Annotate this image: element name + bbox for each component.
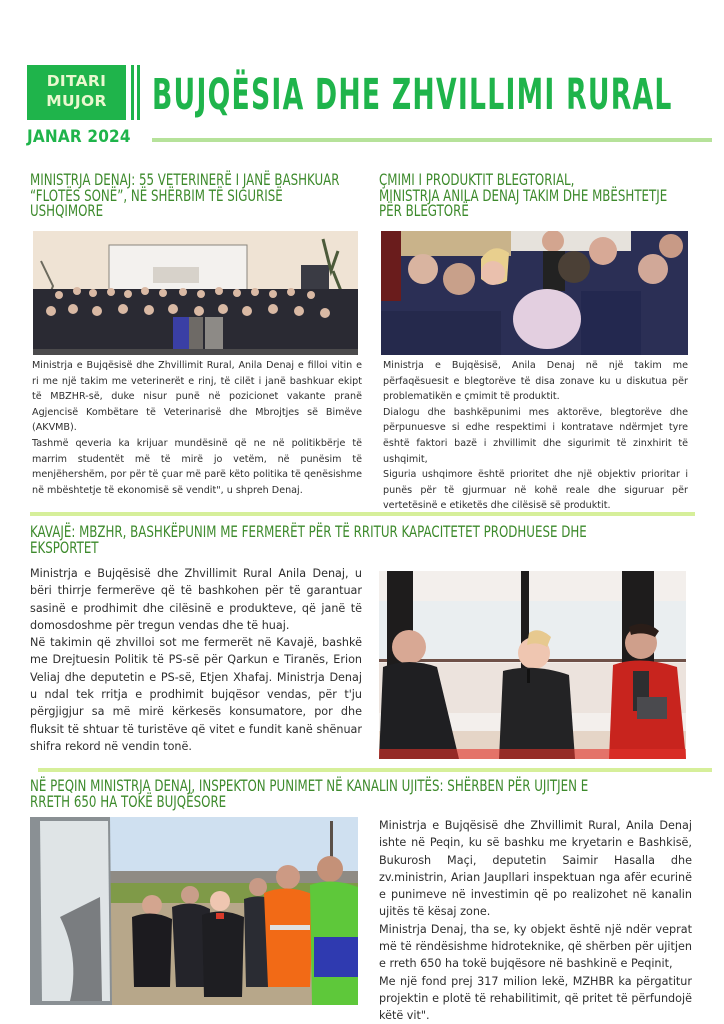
headline-line: RRETH 650 HA TOKË BUJQËSORE bbox=[30, 791, 227, 811]
article-4-photo bbox=[30, 817, 358, 1005]
article-1-headline[interactable] bbox=[30, 172, 339, 219]
headline-line: MINISTRJA ANILA DENAJ TAKIM DHE MBËSHTETJE bbox=[379, 185, 668, 205]
masthead-bar bbox=[137, 65, 140, 120]
headline-line: KAVAJË: MBZHR, BASHKËPUNIM ME FERMERËT PËR TË RRITUR KAPACITETET PRODHUESE DHE bbox=[30, 522, 587, 541]
section-divider bbox=[38, 768, 712, 772]
newsletter-title: BUJQËSIA DHE ZHVILLIMI RURAL bbox=[152, 70, 673, 120]
masthead-divider bbox=[152, 138, 712, 142]
paragraph: Ministrja e Bujqësisë dhe Zhvillimit Rural Anila Denaj, u bëri thirrje fermerëve që të bashkohen për të garantuar sasinë e prodhimit dhe cilësinë e produkteve, që janë të domosdoshme për tregun vendas dhe të huaj. bbox=[30, 567, 362, 632]
headline-line: MINISTRJA DENAJ: 55 VETERINERË I JANË BASHKUAR bbox=[30, 170, 340, 189]
paragraph: Ministrja Denaj, tha se, ky objekt është një ndër veprat më të rëndësishme hidroteknike, që shërben për ujitjen e rreth 650 ha tokë bujqësore në bashkinë e Peqinit, bbox=[379, 922, 692, 971]
paragraph: Në takimin që zhvilloi sot me fermerët në Kavajë, bashkë me Drejtuesin Politik të PS-së për Qarkun e Tiranës, Erion Veliaj dhe deputetin e PS-së, Etjen Xhafaj. Ministrja Denaj u ndal tek rritja e prodhimit bujqësor vendas, për t'ju përgjigjur sa më mirë kërkesës konsumatore, por dhe fluksit të shtuar të turistëve që vitet e fundit kanë shënuar shifra rekord në vendin tonë. bbox=[30, 636, 362, 753]
paragraph: Dialogu dhe bashkëpunimi mes aktorëve, blegtorëve dhe përpunuesve si edhe respektimi i kontratave ndërmjet tyre është faktori bazë i zhvillimit dhe sigurimit të zinxhirit të ushqimit, bbox=[383, 406, 688, 465]
paragraph: Siguria ushqimore është prioritet dhe një objektiv prioritar i punës për të gjurmuar në kohë reale dhe siguruar për vertetësinë e etiketës dhe cilësisë së produktit. bbox=[383, 469, 688, 512]
article-1-body bbox=[32, 358, 362, 498]
article-3-headline[interactable] bbox=[30, 524, 587, 555]
headline-line: NË PEQIN MINISTRJA DENAJ, INSPEKTON PUNIMET NË KANALIN UJITËS: SHËRBEN PËR UJITJEN E bbox=[30, 776, 589, 795]
paragraph: Me një fond prej 317 milion lekë, MZHBR ka përgatitur projektin e plotë të rehabilitimit, që pritet të përfundojë këtë vit". bbox=[379, 974, 692, 1023]
badge-line-2: MUJOR bbox=[46, 92, 107, 110]
headline-line: ÇMIMI I PRODUKTIT BLEGTORIAL, bbox=[379, 170, 575, 189]
headline-line: “FLOTËS SONË”, NË SHËRBIM TË SIGURISË bbox=[30, 185, 283, 205]
monthly-diary-badge bbox=[27, 65, 126, 120]
paragraph: Ministrja e Bujqësisë dhe Zhvillimit Rural, Anila Denaj e filloi vitin e ri me një takim me veterinerët e rinj, të cilët i janë bashkuar ekipt të MBZHR-së, duke nisur punë në pozicionet vakante pranë Agjencisë Kombëtare të Veterinarisë dhe Mbrojtjes së Bimëve (AKVMB). bbox=[32, 360, 362, 434]
section-divider bbox=[30, 512, 695, 516]
issue-date: JANAR 2024 bbox=[27, 127, 131, 147]
article-4-body bbox=[379, 817, 692, 1024]
paragraph: Ministrja e Bujqësisë, Anila Denaj në një takim me përfaqësuesit e blegtorëve të disa zonave ku u diskutua për problematikën e çmimit të produktit. bbox=[383, 360, 688, 403]
article-2-body bbox=[383, 358, 688, 514]
headline-line: PËR BLEGTORË bbox=[379, 201, 469, 220]
article-2-headline[interactable] bbox=[379, 172, 667, 219]
paragraph: Ministrja e Bujqësisë dhe Zhvillimit Rural, Anila Denaj ishte në Peqin, ku së bashku me kryetarin e Bashkisë, Bukurosh Maçi, deputetin Saimir Hasalla dhe zv.ministrin, Arian Jaupllari inspektuan nga afër ecurinë e punimeve në investimin që po realizohet në kanalin ujitës të kësaj zone. bbox=[379, 819, 692, 919]
article-1-photo bbox=[33, 231, 358, 355]
article-3-body bbox=[30, 565, 362, 755]
article-2-photo bbox=[381, 231, 688, 355]
badge-line-1: DITARI bbox=[46, 72, 107, 90]
masthead-bar bbox=[131, 65, 134, 120]
article-4-headline[interactable] bbox=[30, 778, 588, 809]
headline-line: USHQIMORE bbox=[30, 201, 104, 220]
paragraph: Tashmë qeveria ka krijuar mundësinë që ne në politikbërje të marrim studentët më të mirë jo vetëm, në punësim të menjëhershëm, por për të çuar më parë këto politika të qenësishme në mbështetje të ekonomisë së vendit", u shpreh Denaj. bbox=[32, 437, 362, 496]
headline-line: EKSPORTET bbox=[30, 537, 99, 557]
article-3-photo bbox=[379, 571, 686, 759]
